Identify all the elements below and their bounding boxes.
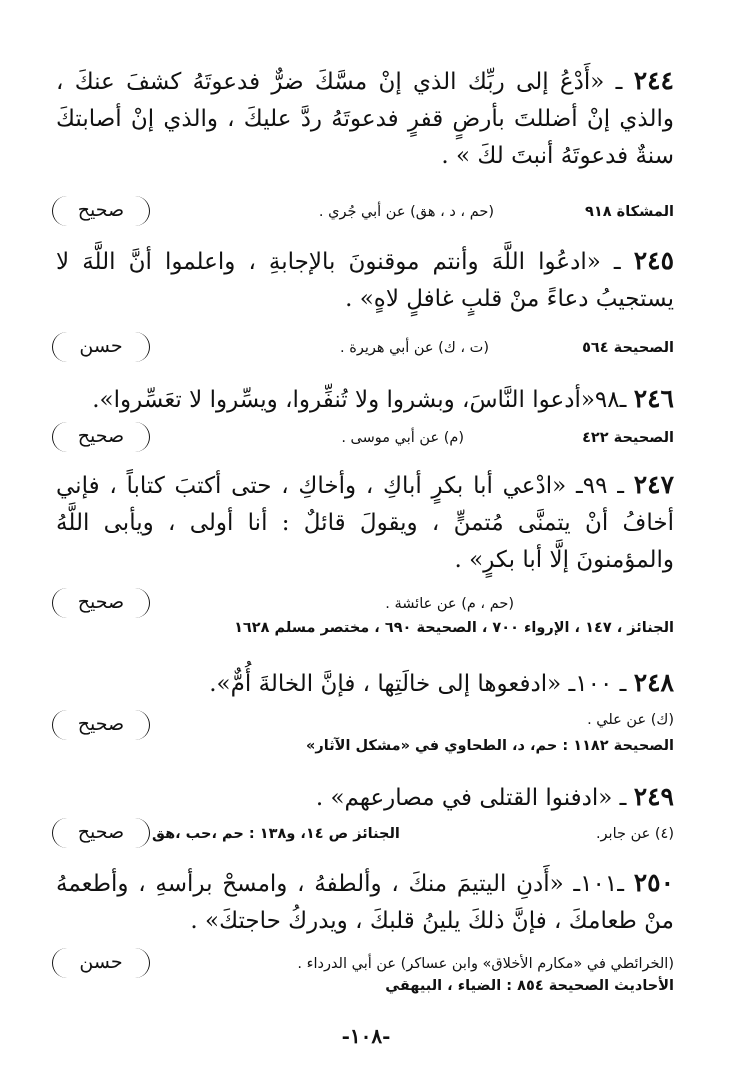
hadith-number: ٢٤٦	[633, 384, 674, 413]
hadith-number: ٢٤٩	[633, 782, 674, 811]
hadith-text	[56, 466, 674, 579]
grade-badge: صحيح	[52, 818, 150, 848]
hadith-247	[56, 466, 674, 579]
hadith-number: ٢٥٠	[633, 868, 675, 897]
hadith-249	[56, 778, 674, 817]
reference-book: الصحيحة ٤٢٢	[582, 430, 674, 446]
reference-250	[52, 948, 674, 1000]
hadith-text	[56, 864, 674, 940]
hadith-body: ـ «ادفنوا القتلى في مصارعهم» .	[315, 785, 627, 811]
reference-246	[52, 422, 674, 456]
hadith-number: ٢٤٧	[633, 470, 675, 499]
reference-244	[52, 196, 674, 230]
grade-badge: صحيح	[52, 710, 150, 740]
reference-book: الصحيحة ١١٨٢ : حم، د، الطحاوي في «مشكل الآثار»	[306, 738, 674, 754]
grade-badge: حسن	[52, 332, 150, 362]
hadith-body: ـ٩٨«أدعوا النَّاسَ، وبشروا ولا تُنفِّروا، ويسِّروا لا تعَسِّروا».	[92, 387, 627, 413]
reference-book: الجنائز ص ١٤، و١٣٨ : حم ،حب ،هق	[152, 826, 400, 842]
page-number: -١٠٨-	[341, 1024, 391, 1048]
hadith-248	[56, 664, 674, 703]
hadith-number: ٢٤٤	[633, 66, 674, 95]
hadith-246	[56, 380, 674, 419]
reference-book: الصحيحة ٥٦٤	[582, 340, 674, 356]
hadith-text	[56, 664, 674, 703]
reference-249	[52, 818, 674, 852]
hadith-body: ـ ٩٩ـ «ادْعي أبا بكرٍ أباكِ ، وأخاكِ ، حتى أكتبَ كتاباً ، فإني أخافُ أنْ يتمنَّى مُتمنٍّ ، ويقولَ قائلٌ : أنا أولى ، ويأبى اللَّهُ والمؤمنونَ إلَّا أبا بكرٍ» .	[56, 473, 674, 573]
grade-badge: صحيح	[52, 196, 150, 226]
grade-badge: صحيح	[52, 422, 150, 452]
hadith-body: ـ ١٠٠ـ «ادفعوها إلى خالَتِها ، فإنَّ الخالةَ أُمٌّ».	[209, 671, 627, 697]
reference-245	[52, 332, 674, 366]
reference-source: (٤) عن جابر.	[595, 826, 674, 842]
reference-source: (م) عن أبي موسى .	[341, 430, 464, 446]
hadith-245	[56, 242, 674, 318]
reference-247	[52, 588, 674, 640]
hadith-text	[56, 242, 674, 318]
reference-source: (حم ، م) عن عائشة .	[385, 596, 514, 612]
hadith-text	[56, 778, 674, 817]
reference-source: (الخرائطي في «مكارم الأخلاق» وابن عساكر) عن أبي الدرداء .	[297, 956, 674, 972]
reference-book: المشكاة ٩١٨	[585, 204, 674, 220]
reference-248	[52, 704, 674, 758]
hadith-number: ٢٤٨	[633, 668, 674, 697]
reference-source: (ك) عن علي .	[587, 712, 674, 728]
reference-source: (ت ، ك) عن أبي هريرة .	[340, 340, 489, 356]
hadith-250	[56, 864, 674, 940]
grade-badge: صحيح	[52, 588, 150, 618]
hadith-text	[56, 380, 674, 419]
reference-book: الجنائز ، ١٤٧ ، الإرواء ٧٠٠ ، الصحيحة ٦٩٠ ، مختصر مسلم ١٦٢٨	[234, 620, 674, 636]
hadith-number: ٢٤٥	[633, 246, 675, 275]
grade-badge: حسن	[52, 948, 150, 978]
hadith-244	[56, 62, 674, 175]
reference-book: الأحاديث الصحيحة ٨٥٤ : الضياء ، البيهقي	[385, 978, 674, 994]
hadith-text	[56, 62, 674, 175]
hadith-body: ـ «أَدْعُ إلى ربِّك الذي إنْ مسَّكَ ضرٌّ فدعوتَهُ كشفَ عنكَ ، والذي إنْ أضللتَ بأرضٍ قفرٍ فدعوتَهُ ردَّ عليكَ ، والذي إنْ أصابتكَ سنةٌ فدعوتَهُ أنبتَ لكَ » .	[56, 69, 674, 169]
hadith-body: ـ «ادعُوا اللَّهَ وأنتم موقنونَ بالإجابةِ ، واعلموا أنَّ اللَّهَ لا يستجيبُ دعاءً منْ قلبٍ غافلٍ لاهٍ» .	[56, 249, 674, 312]
hadith-body: ـ١٠١ـ «أَدنِ اليتيمَ منكَ ، وألطفهُ ، وامسحْ برأسهِ ، وأطعمهُ منْ طعامكَ ، فإنَّ ذلكَ يلينُ قلبكَ ، ويدركُ حاجتكَ» .	[56, 871, 674, 934]
reference-source: (حم ، د ، هق) عن أبي جُري .	[318, 204, 494, 220]
